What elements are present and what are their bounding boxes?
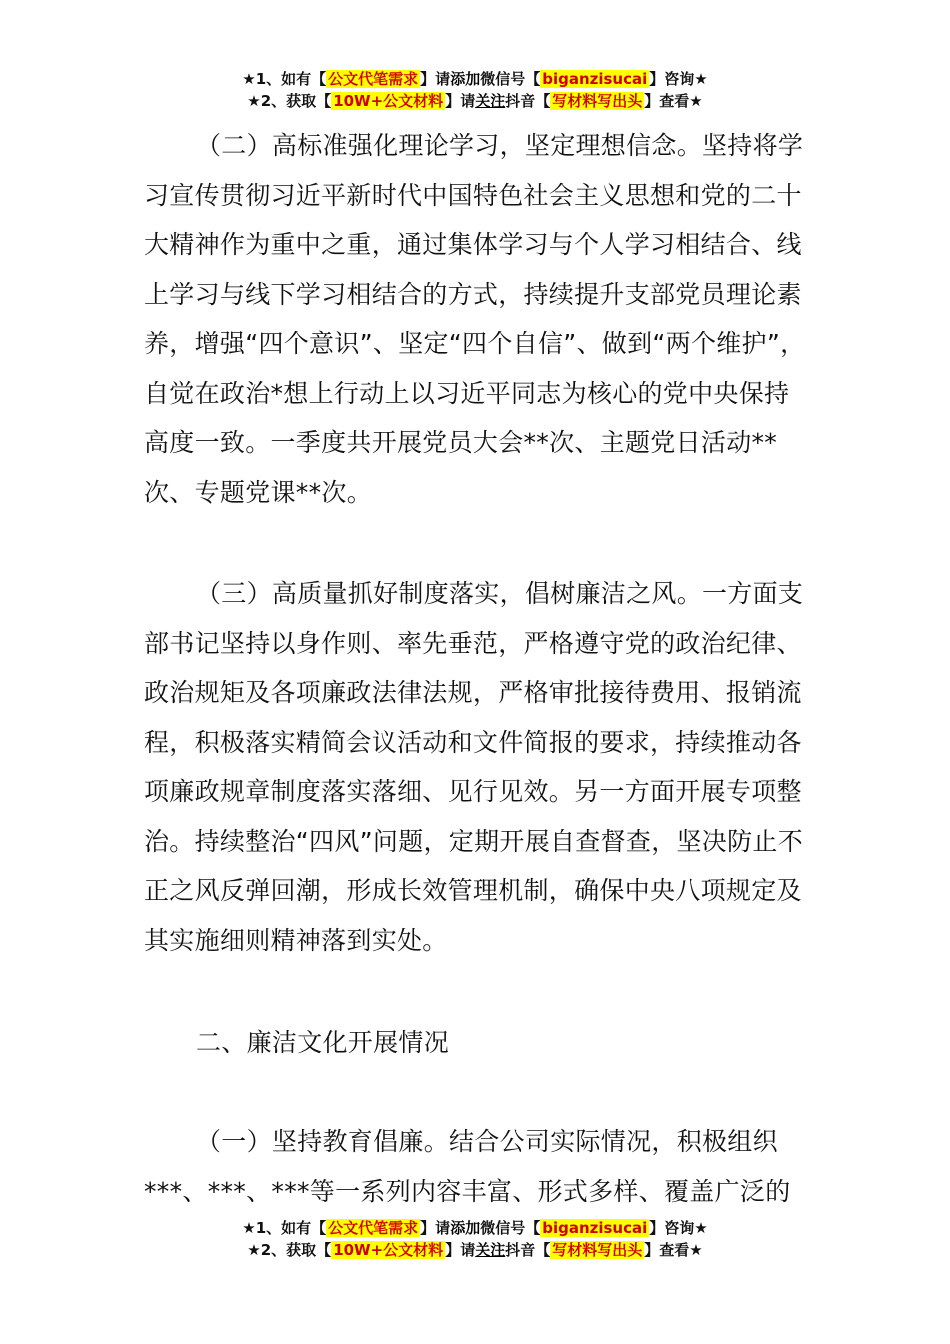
banner-text: 微信号【: [480, 70, 541, 88]
highlight-text: 公文代笔需求: [328, 1219, 419, 1237]
highlight-text: 写材料写出头: [552, 1241, 643, 1259]
paragraph-text: （三）高质量抓好制度落实，倡树廉洁之风。一方面支部书记坚持以身作则、率先垂范，严格遵守党的政治纪律、政治规矩及各项廉政法律法规，严格审批接待费用、报销流程，积极落实精简会议活动和文件简报的要求，持续推动各项廉政规章制度落实落细、见行见效。另一方面开展专项整治。持续整治“四风”问题，定期开展自查督查，坚决防止不正之风反弹回潮，形成长效管理机制，确保中央八项规定及其实施细则精神落到实处。: [144, 579, 804, 955]
banner-text: 抖音【: [505, 92, 551, 110]
highlight-text: 10W+公文材料: [333, 1241, 444, 1259]
banner-line-2: [0, 90, 950, 112]
header-banner: [0, 68, 950, 112]
banner-text: 】请: [445, 1241, 476, 1259]
highlight-text: biganzisucai: [542, 1219, 648, 1237]
banner-text: 抖音【: [505, 1241, 551, 1259]
document-paragraph: [144, 1117, 810, 1216]
paragraph-text: （二）高标准强化理论学习，坚定理想信念。坚持将学习宣传贯彻习近平新时代中国特色社会主义思想和党的二十大精神作为重中之重，通过集体学习与个人学习相结合、线上学习与线下学习相结合的方式，持续提升支部党员理论素养，增强“四个意识”、坚定“四个自信”、做到“两个维护”，自觉在政治*想上行动上以习近平同志为核心的党中央保持高度一致。一季度共开展党员大会**次、主题党日活动**次、专题党课**次。: [144, 131, 806, 507]
banner-text: 微信号【: [480, 1219, 541, 1237]
emphasis-text: 添加: [450, 70, 481, 88]
banner-text: 】咨询★: [649, 1219, 708, 1237]
banner-line-1: [0, 1217, 950, 1239]
highlight-text: biganzisucai: [542, 70, 648, 88]
banner-text: 】查看★: [644, 1241, 703, 1259]
banner-text: ★2、获取【: [247, 92, 332, 110]
document-paragraph: [144, 569, 810, 965]
banner-text: ★1、如有【: [242, 70, 327, 88]
banner-text: ★2、获取【: [247, 1241, 332, 1259]
document-paragraph: [144, 121, 810, 517]
footer-banner: [0, 1217, 950, 1261]
banner-text: 】请: [420, 70, 451, 88]
paragraph-text: （一）坚持教育倡廉。结合公司实际情况，积极组织***、***、***等一系列内容丰富、形式多样、覆盖广泛的: [144, 1127, 791, 1206]
emphasis-text: 关注: [475, 1241, 506, 1259]
banner-line-1: [0, 68, 950, 90]
banner-text: 】咨询★: [649, 70, 708, 88]
banner-text: 】查看★: [644, 92, 703, 110]
banner-text: ★1、如有【: [242, 1219, 327, 1237]
banner-text: 】请: [420, 1219, 451, 1237]
heading-text: 二、廉洁文化开展情况: [196, 1028, 450, 1057]
emphasis-text: 添加: [450, 1219, 481, 1237]
emphasis-text: 关注: [475, 92, 506, 110]
section-heading: [144, 1018, 810, 1068]
banner-line-2: [0, 1239, 950, 1261]
banner-text: 】请: [445, 92, 476, 110]
highlight-text: 写材料写出头: [552, 92, 643, 110]
highlight-text: 10W+公文材料: [333, 92, 444, 110]
highlight-text: 公文代笔需求: [328, 70, 419, 88]
